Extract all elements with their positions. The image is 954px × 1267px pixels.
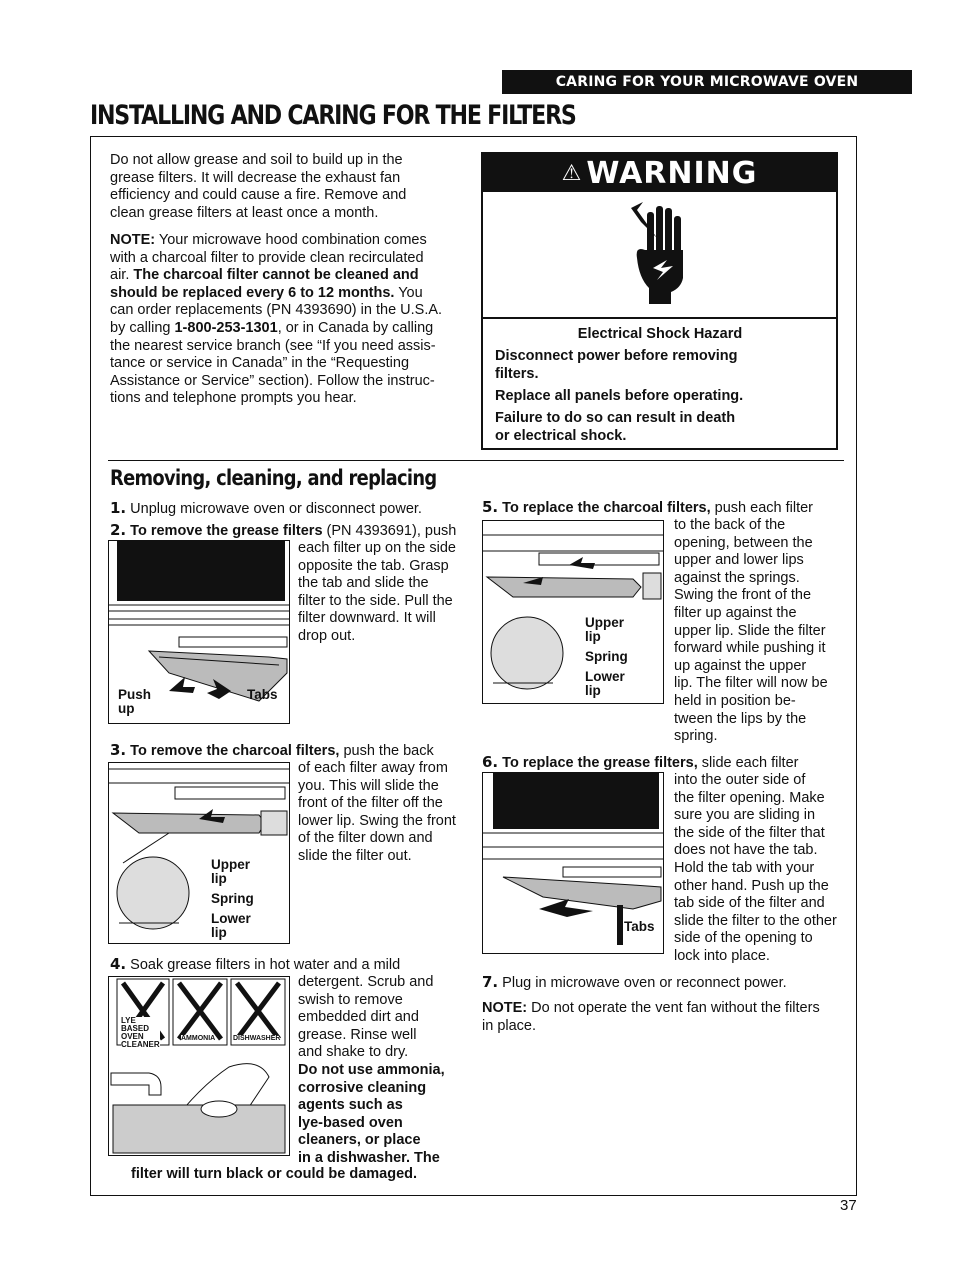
step-line: Hold the tab with your <box>674 859 815 876</box>
step-line: each filter up on the side <box>298 540 456 556</box>
step-line: and shake to dry. <box>298 1044 409 1061</box>
step-text: Soak grease filters in hot water and a mild <box>130 957 401 973</box>
page-title: INSTALLING AND CARING FOR THE FILTERS <box>90 100 576 131</box>
note-text: in place. <box>482 1017 537 1034</box>
note-line <box>110 320 475 338</box>
note-segment: Assistance or Service” section). Follow the instruc- <box>110 372 435 389</box>
step-bold-text: To remove the charcoal filters, <box>130 743 340 759</box>
intro-line: Do not allow grease and soil to build up in the <box>110 152 403 168</box>
step-line: sure you are sliding in <box>674 807 816 824</box>
step-text: push the back <box>339 743 434 759</box>
step-bold-text: To replace the charcoal filters, <box>502 500 711 516</box>
step-5-heading <box>482 499 847 518</box>
note-line <box>110 302 475 320</box>
upper-label: Upper <box>585 615 625 630</box>
step-line: lip. The filter will now be <box>674 675 828 692</box>
figure-replace-grease-filter <box>482 772 664 954</box>
lip-label: lip <box>585 629 601 644</box>
note-segment: can order replacements (PN 4393690) in the U.S.A. <box>110 302 443 319</box>
note-segment: tance or service in Canada” in the “Requesting <box>110 355 410 372</box>
step-text: Unplug microwave oven or disconnect power. <box>130 501 422 517</box>
step-text: slide each filter <box>697 755 799 771</box>
warning-divider <box>483 317 836 319</box>
ammonia-label: AMMONIA <box>181 1035 216 1042</box>
note-label: NOTE: <box>482 1000 528 1016</box>
warning-line-2: Replace all panels before operating. <box>495 388 744 404</box>
step-bold-text: To remove the grease filters <box>130 523 323 539</box>
figure-replace-charcoal-filter <box>482 520 664 704</box>
note-bold-segment: 1-800-253-1301 <box>174 319 278 336</box>
figure-text: LYE <box>121 1016 136 1025</box>
step-line: filter to the side. Pull the <box>298 592 453 609</box>
figure-remove-grease-filter <box>108 540 290 724</box>
intro-line: efficiency and could cause a fire. Remove and <box>110 187 407 204</box>
note-segment: Your microwave hood combination comes <box>155 232 427 248</box>
step-line: into the outer side of <box>674 772 806 788</box>
step-bold-line: lye-based oven <box>298 1114 403 1131</box>
warning-title: WARNING <box>586 155 758 191</box>
step-number: 7. <box>482 973 499 991</box>
step-bold-line: agents such as <box>298 1097 403 1114</box>
spring-label: Spring <box>211 891 254 906</box>
warning-triangle-icon: ⚠ <box>561 160 583 186</box>
tabs-label: Tabs <box>247 687 278 702</box>
hazard-title: Electrical Shock Hazard <box>577 326 743 342</box>
step-line: Swing the front of the <box>674 587 812 604</box>
step-line: upper lip. Slide the filter <box>674 622 826 639</box>
note-segment: air. <box>110 267 134 284</box>
note-bold-segment: NOTE: <box>110 232 156 248</box>
section-header-label: CARING FOR YOUR MICROWAVE OVEN <box>555 74 859 90</box>
step-line: opposite the tab. Grasp <box>298 557 449 574</box>
step-line: drop out. <box>298 627 356 644</box>
step-6-body <box>674 772 854 966</box>
note-line <box>110 250 475 268</box>
step-line: lock into place. <box>674 947 770 964</box>
warning-text: Failure to do so can result in death <box>495 410 736 426</box>
electrical-shock-hand-icon <box>627 198 697 308</box>
note-line <box>110 232 475 250</box>
note-segment: , or in Canada by calling <box>277 319 434 336</box>
note-segment: with a charcoal filter to provide clean recirculated <box>110 249 424 266</box>
intro-paragraph <box>110 152 470 222</box>
note-segment: tions and telephone prompts you hear. <box>110 390 357 407</box>
lip-label: lip <box>585 683 601 698</box>
step-3-body <box>298 760 478 866</box>
note-segment: the nearest service branch (see “If you need assis- <box>110 337 436 354</box>
step-number: 3. <box>110 741 127 759</box>
step-bold-line: cleaners, or place <box>298 1132 421 1149</box>
section-header-bar <box>502 70 912 94</box>
lye-cleaner-label <box>121 1017 160 1049</box>
step-line: opening, between the <box>674 534 813 551</box>
step-line: does not have the tab. <box>674 842 818 859</box>
figure-soak-filters <box>108 976 290 1156</box>
step-line: of each filter away from <box>298 760 448 776</box>
step-bold-line: Do not use ammonia, <box>298 1061 445 1078</box>
step-number: 5. <box>482 498 499 516</box>
step-line: slide the filter out. <box>298 847 412 864</box>
step-line: other hand. Push up the <box>674 877 829 894</box>
step-line: lower lip. Swing the front <box>298 812 456 829</box>
warning-line-3 <box>495 410 825 445</box>
step-line: embedded dirt and <box>298 1009 419 1026</box>
note-line <box>110 338 475 356</box>
intro-line: grease filters. It will decrease the exhaust fan <box>110 169 401 186</box>
step-line: you. This will slide the <box>298 777 439 794</box>
figure-text: BASED <box>121 1024 150 1033</box>
step-1 <box>110 500 422 519</box>
step-4-body <box>298 974 473 1168</box>
note-line <box>110 355 475 373</box>
step-number: 2. <box>110 521 127 539</box>
note-line <box>110 267 475 285</box>
step-text: Plug in microwave oven or reconnect power. <box>502 975 787 991</box>
step-line: the side of the filter that <box>674 824 825 841</box>
push-label: Push <box>118 687 152 702</box>
step-7 <box>482 974 847 993</box>
note-text: Do not operate the vent fan without the filters <box>527 1000 820 1016</box>
frame-right-rule <box>856 136 857 1196</box>
step-line: tween the lips by the <box>674 710 807 727</box>
note-bold-segment: The charcoal filter cannot be cleaned and <box>133 267 419 284</box>
step-line: swish to remove <box>298 991 403 1008</box>
step-text: (PN 4393691), push <box>322 523 457 539</box>
dishwasher-label: DISHWASHER <box>233 1035 281 1042</box>
step-number: 1. <box>110 499 127 517</box>
step-5-body <box>674 517 854 746</box>
warning-text: filters. <box>495 365 539 382</box>
step-line: front of the filter off the <box>298 795 443 812</box>
note-line <box>110 285 475 303</box>
note-line <box>110 373 475 391</box>
step-line: tab side of the filter and <box>674 895 825 912</box>
frame-bottom-rule <box>90 1195 857 1196</box>
step-number: 4. <box>110 955 127 973</box>
step-bold-line: in a dishwasher. The <box>298 1149 440 1166</box>
step-bold-line: corrosive cleaning <box>298 1079 427 1096</box>
note-bold-segment: should be replaced every 6 to 12 months. <box>110 284 395 301</box>
step-number: 6. <box>482 753 499 771</box>
step-line: forward while pushing it <box>674 640 826 657</box>
step-line: to the back of the <box>674 517 786 533</box>
figure-text: OVEN <box>121 1032 144 1041</box>
warning-header <box>483 154 836 192</box>
step-line: spring. <box>674 728 718 745</box>
frame-top-rule <box>90 136 856 137</box>
step-line: the tab and slide the <box>298 575 429 592</box>
frame-left-rule <box>90 136 91 1196</box>
tabs-label: Tabs <box>624 919 655 934</box>
step-line: of the filter down and <box>298 830 433 847</box>
lip-label: lip <box>211 871 227 886</box>
step-6-heading <box>482 754 847 773</box>
step-text: push each filter <box>710 500 813 516</box>
note-segment: by calling <box>110 319 175 336</box>
lip-label: lip <box>211 925 227 940</box>
upper-label: Upper <box>211 857 251 872</box>
step-3-heading <box>110 742 475 761</box>
step-2-heading <box>110 522 475 541</box>
lower-label: Lower <box>211 911 251 926</box>
lower-label: Lower <box>585 669 625 684</box>
warning-text: or electrical shock. <box>495 427 627 444</box>
step-line: grease. Rinse well <box>298 1026 417 1043</box>
note-line <box>110 390 475 408</box>
intro-line: clean grease filters at least once a month. <box>110 204 379 221</box>
figure-text: CLEANER <box>121 1040 160 1049</box>
step-line: upper and lower lips <box>674 552 804 569</box>
warning-text: Disconnect power before removing <box>495 348 738 364</box>
page-number: 37 <box>840 1197 857 1214</box>
spring-label: Spring <box>585 649 628 664</box>
charcoal-note-paragraph <box>110 232 475 408</box>
step-4-heading <box>110 956 475 975</box>
step-line: detergent. Scrub and <box>298 974 434 990</box>
figure-remove-charcoal-filter <box>108 762 290 944</box>
step-line: filter downward. It will <box>298 610 436 627</box>
step-line: the filter opening. Make <box>674 789 825 806</box>
section-divider <box>108 460 844 461</box>
step-line: filter up against the <box>674 604 797 621</box>
warning-box <box>481 152 838 450</box>
step-line: side of the opening to <box>674 930 813 947</box>
warning-line-1 <box>495 348 825 383</box>
step-bold-text: To replace the grease filters, <box>502 755 698 771</box>
up-label: up <box>118 701 135 716</box>
step-line: held in position be- <box>674 692 796 709</box>
final-note <box>482 1000 852 1035</box>
step-line: up against the upper <box>674 657 807 674</box>
step-2-body <box>298 540 478 646</box>
step-line: slide the filter to the other <box>674 912 837 929</box>
note-segment: You <box>394 284 423 301</box>
step-4-warning-end: filter will turn black or could be damaged. <box>131 1166 418 1182</box>
subsection-title: Removing, cleaning, and replacing <box>110 466 437 490</box>
step-line: against the springs. <box>674 569 800 586</box>
